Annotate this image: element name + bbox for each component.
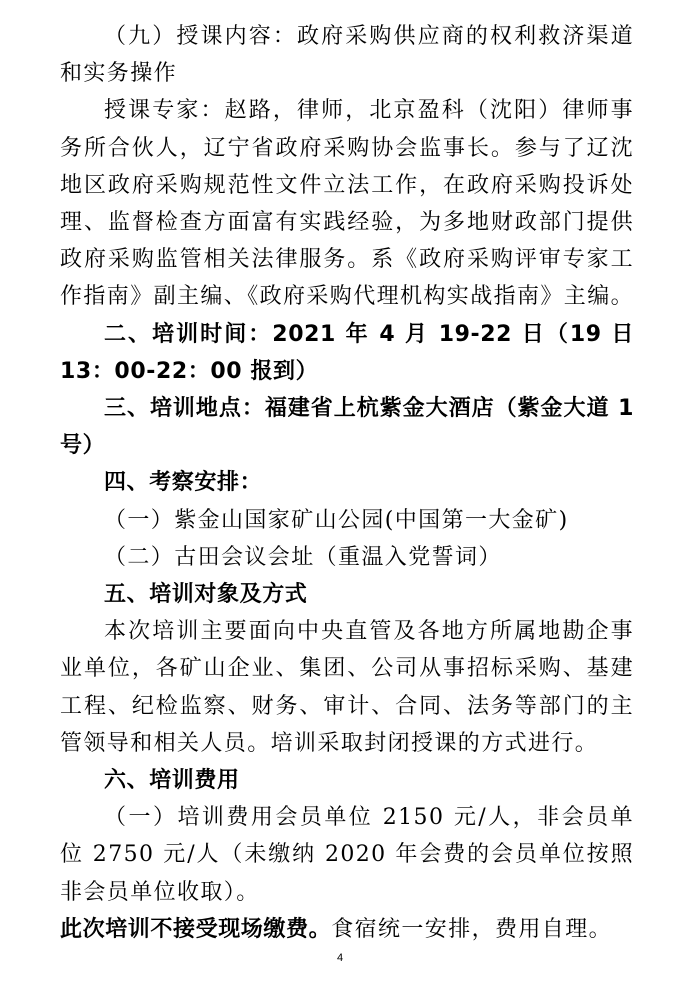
fees-note-paragraph (60, 911, 634, 948)
accommodation-note: 食宿统一安排，费用自理。 (331, 916, 613, 942)
audience-paragraph: 本次培训主要面向中央直管及各地方所属地勘企事业单位，各矿山企业、集团、公司从事招标采购、基建工程、纪检监察、财务、审计、合同、法务等部门的主管领导和相关人员。培训采取封闭授课的方式进行。 (60, 619, 634, 756)
section-9-expert-paragraph: 授课专家：赵路，律师，北京盈科（沈阳）律师事务所合伙人，辽宁省政府采购协会监事长。参与了辽沈地区政府采购规范性文件立法工作，在政府采购投诉处理、监督检查方面富有实践经验，为多地财政部门提供政府采购监管相关法律服务。系《政府采购评审专家工作指南》副主编、《政府采购代理机构实战指南》主编。 (60, 98, 635, 310)
audience-heading: 五、培训对象及方式 (104, 582, 308, 608)
training-location-heading: 三、培训地点：福建省上杭紫金大酒店（紫金大道 1 号） (60, 396, 634, 459)
no-onsite-payment-note: 此次培训不接受现场缴费。 (60, 916, 332, 942)
training-time-heading: 二、培训时间：2021 年 4 月 19-22 日（19 日 13：00-22：00 报到） (60, 321, 634, 384)
page-number: 4 (336, 952, 344, 964)
inspection-item-1: （一）紫金山国家矿山公园(中国第一大金矿) (104, 507, 569, 533)
fees-item-1: （一）培训费用会员单位 2150 元/人，非会员单位 2750 元/人（未缴纳 2020 年会费的会员单位按照非会员单位收取）。 (60, 805, 634, 905)
inspection-heading: 四、考察安排： (104, 470, 263, 496)
section-9-heading: （九）授课内容：政府采购供应商的权利救济渠道和实务操作 (60, 24, 634, 87)
document-page (60, 18, 634, 948)
fees-heading: 六、培训费用 (104, 768, 240, 794)
inspection-item-2: （二）古田会议会址（重温入党誓词） (104, 544, 502, 570)
